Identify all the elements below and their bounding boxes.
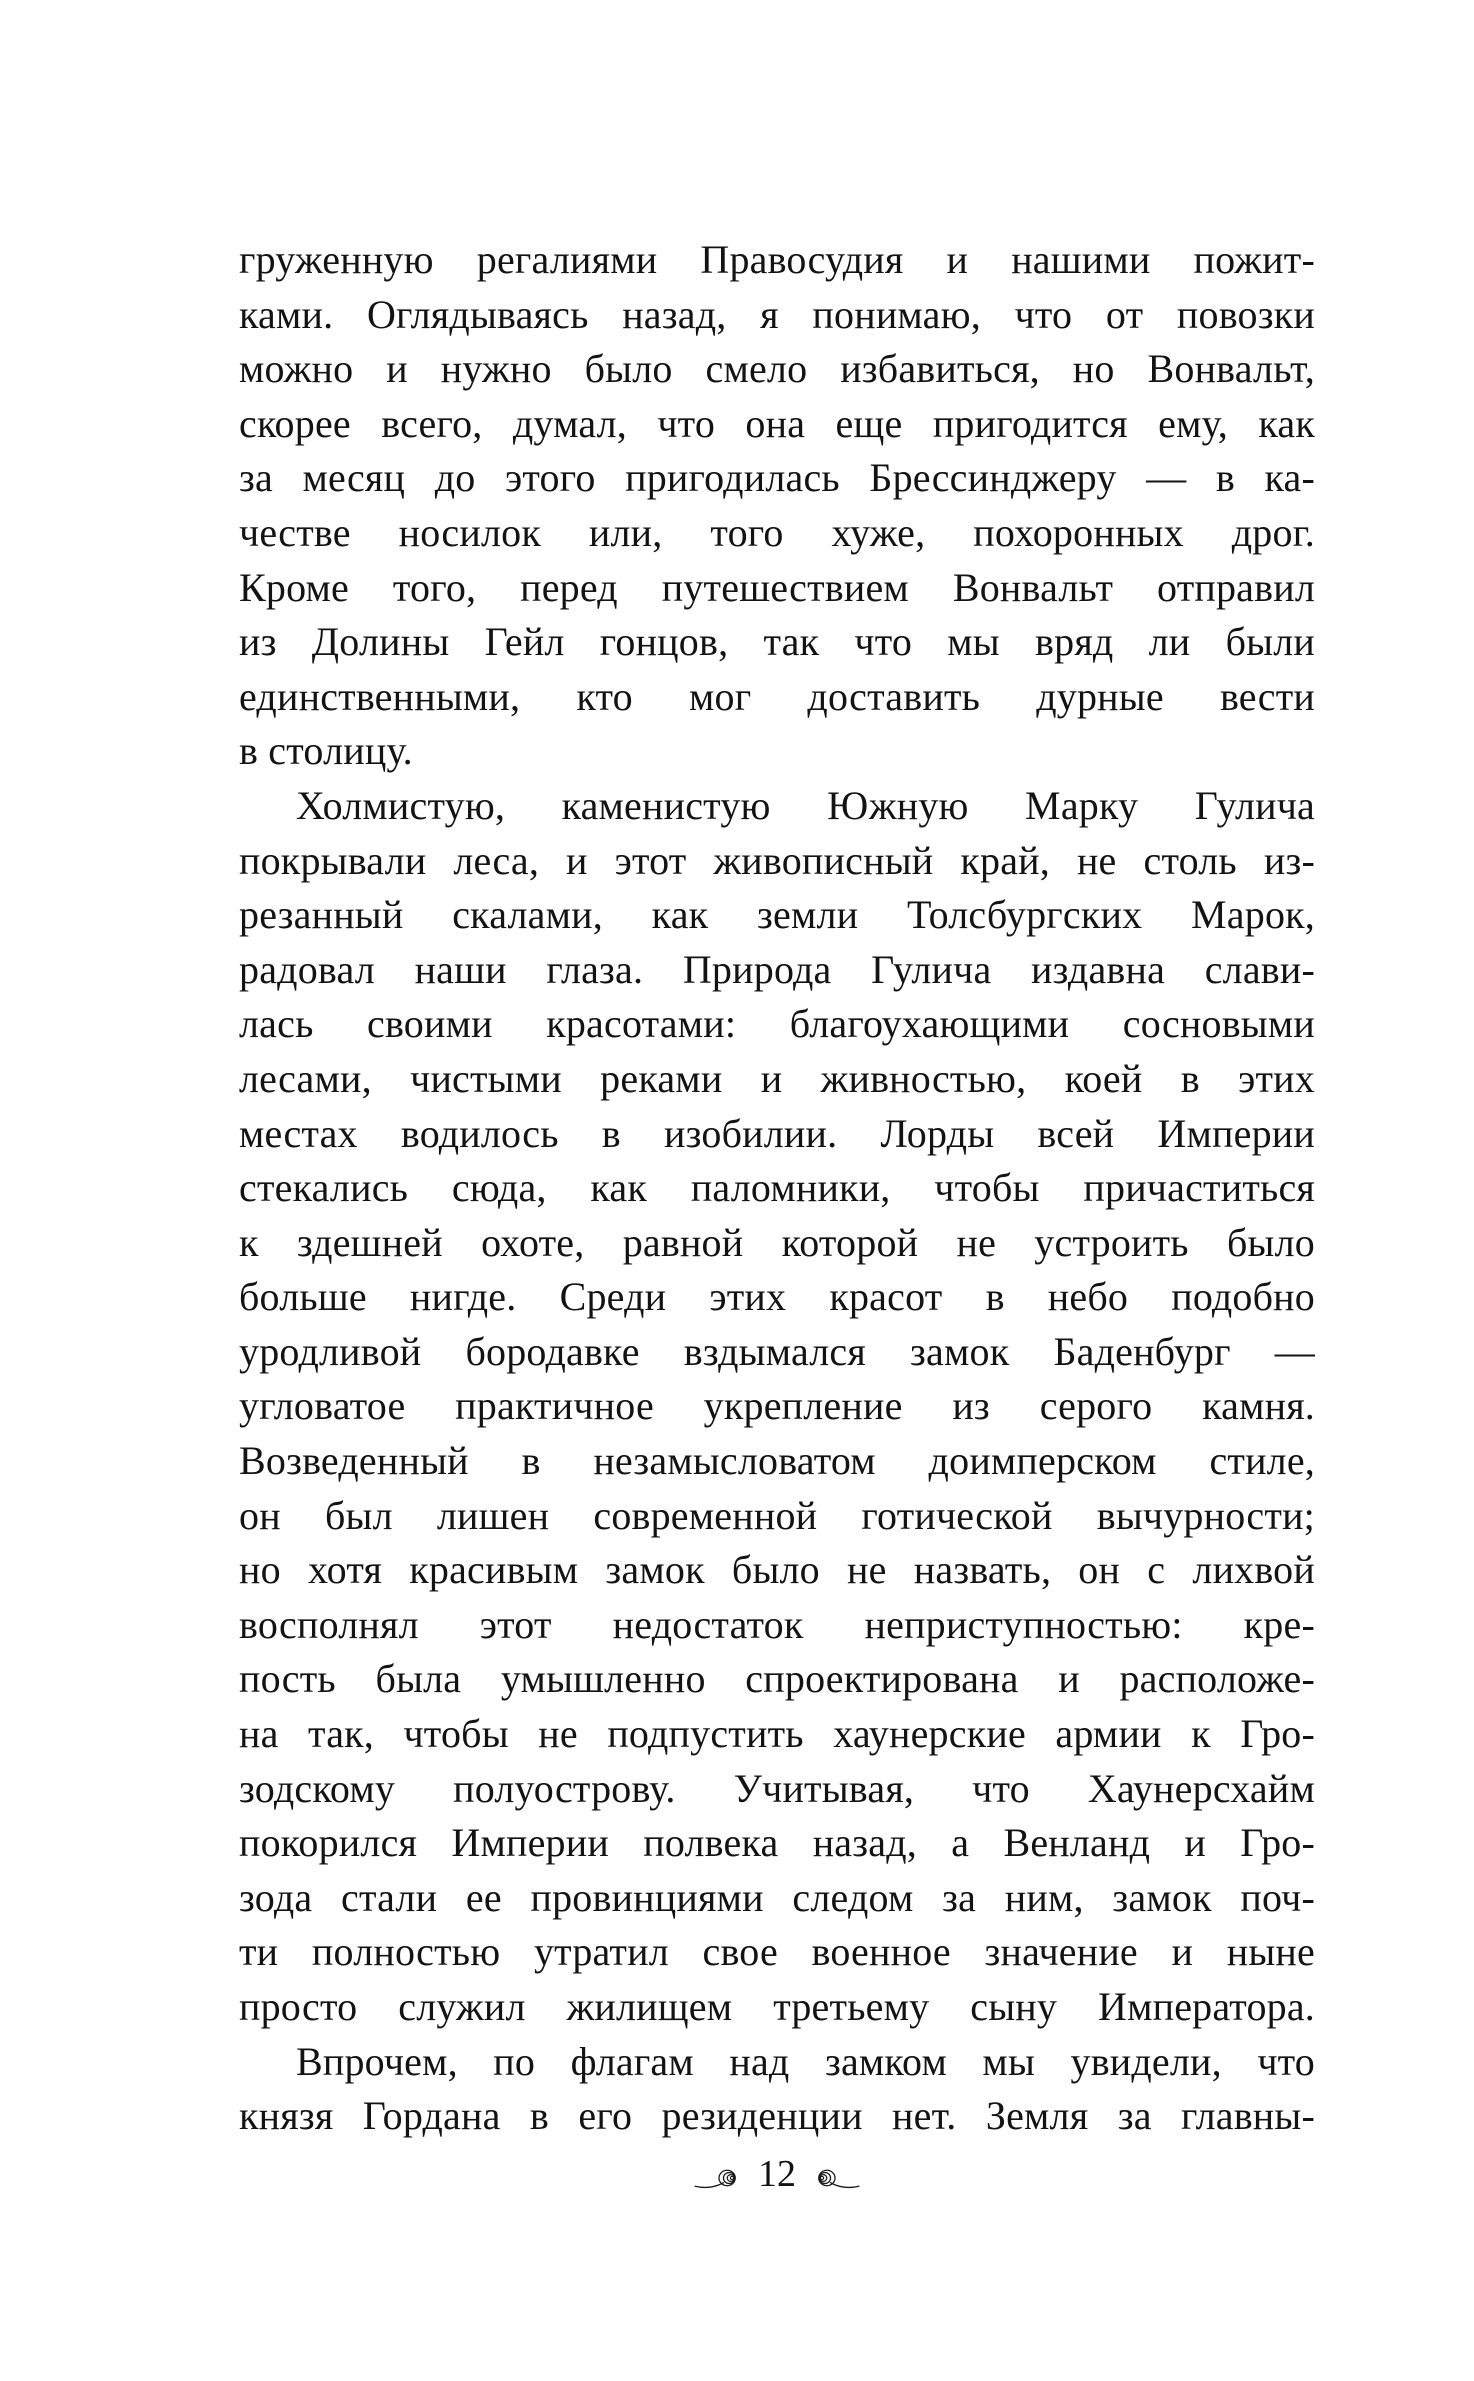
text-line: груженную регалиями Правосудия и нашими пожит- (239, 237, 1315, 282)
text-line: зодскому полуострову. Учитывая, что Хаунерсхайм (239, 1765, 1315, 1811)
text-line: на так, чтобы не подпустить хаунерские армии к Гро- (239, 1711, 1315, 1757)
text-line: стекались сюда, как паломники, чтобы причаститься (239, 1165, 1315, 1211)
text-line: Впрочем, по флагам над замком мы увидели, что (296, 2038, 1315, 2084)
text-line: зода стали ее провинциями следом за ним, замок поч- (239, 1874, 1315, 1920)
text-line: честве носилок или, того хуже, похоронных дрог. (239, 509, 1315, 555)
text-line: покорился Империи полвека назад, а Венланд и Гро- (239, 1820, 1315, 1866)
text-line: за месяц до этого пригодилась Брессинджеру — в ка- (239, 455, 1315, 501)
text-line: больше нигде. Среди этих красот в небо подобно (239, 1274, 1315, 1320)
page-footer (239, 2148, 1315, 2194)
text-line: князя Гордана в его резиденции нет. Земля за главны- (239, 2093, 1315, 2139)
text-line: лесами, чистыми реками и живностью, коей в этих (239, 1055, 1315, 1101)
text-line: пость была умышленно спроектирована и расположе- (239, 1656, 1315, 1702)
left-spiral-flourish-icon (693, 2165, 745, 2191)
text-line: радовал наши глаза. Природа Гулича издавна слави- (239, 946, 1315, 992)
text-line: из Долины Гейл гонцов, так что мы вряд ли были (239, 619, 1315, 665)
text-block (239, 233, 1315, 2144)
text-line: восполнял этот недостаток неприступностью: кре- (239, 1601, 1315, 1647)
text-line: покрывали леса, и этот живописный край, не столь из- (239, 837, 1315, 883)
text-line: ти полностью утратил свое военное значение и ныне (239, 1929, 1315, 1975)
text-line: скорее всего, думал, что она еще пригодится ему, как (239, 400, 1315, 446)
text-line: можно и нужно было смело избавиться, но Вонвальт, (239, 346, 1315, 392)
text-line: просто служил жилищем третьему сыну Императора. (239, 1984, 1315, 2029)
text-line: местах водилось в изобилии. Лорды всей Империи (239, 1110, 1315, 1156)
text-line: но хотя красивым замок было не назвать, он с лихвой (239, 1547, 1315, 1593)
text-line: единственными, кто мог доставить дурные вести (239, 673, 1315, 719)
text-line: к здешней охоте, равной которой не устроить было (239, 1219, 1315, 1265)
right-spiral-flourish-icon (809, 2165, 861, 2191)
text-line: Холмистую, каменистую Южную Марку Гулича (296, 782, 1315, 828)
page-number: 12 (758, 2153, 796, 2195)
text-line: Кроме того, перед путешествием Вонвальт отправил (239, 564, 1315, 610)
text-line: лась своими красотами: благоухающими сосновыми (239, 1001, 1315, 1047)
text-line: он был лишен современной готической вычурности; (239, 1492, 1315, 1538)
text-line: в столицу. (239, 728, 413, 774)
text-line: уродливой бородавке вздымался замок Баденбург — (239, 1328, 1315, 1374)
text-line: резанный скалами, как земли Толсбургских Марок, (239, 892, 1315, 938)
text-line: Возведенный в незамысловатом доимперском стиле, (239, 1438, 1315, 1484)
text-line: ками. Оглядываясь назад, я понимаю, что от повозки (239, 291, 1315, 337)
text-line: угловатое практичное укрепление из серого камня. (239, 1383, 1315, 1429)
